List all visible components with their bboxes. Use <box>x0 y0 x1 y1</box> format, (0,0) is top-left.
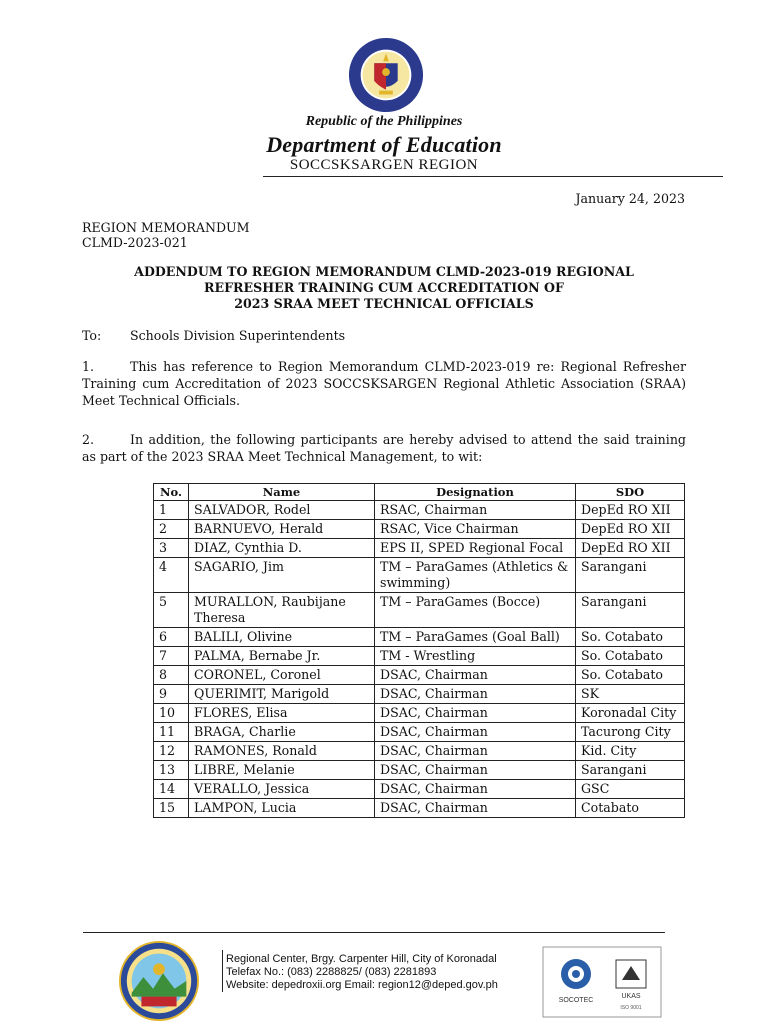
name-cell: FLORES, Elisa <box>189 704 375 723</box>
col-header-name: Name <box>189 484 375 501</box>
row-number-cell: 4 <box>154 558 189 593</box>
paragraph-2 <box>82 431 686 465</box>
row-number-cell: 12 <box>154 742 189 761</box>
table-row <box>154 647 685 666</box>
footer-website-email: Website: depedroxii.org Email: region12@deped.gov.ph <box>226 979 498 991</box>
table-row <box>154 539 685 558</box>
cert-right-label: UKAS <box>621 993 641 1000</box>
memo-title <box>82 264 686 312</box>
designation-cell: DSAC, Chairman <box>375 704 576 723</box>
region-name: SOCCSKSARGEN REGION <box>289 157 479 173</box>
row-number-cell: 8 <box>154 666 189 685</box>
memo-date: January 24, 2023 <box>575 191 685 206</box>
table-row <box>154 780 685 799</box>
designation-cell: TM – ParaGames (Athletics & swimming) <box>375 558 576 593</box>
row-number-cell: 1 <box>154 501 189 520</box>
designation-cell: TM – ParaGames (Goal Ball) <box>375 628 576 647</box>
name-cell: RAMONES, Ronald <box>189 742 375 761</box>
footer-divider <box>83 932 665 933</box>
sdo-cell: So. Cotabato <box>576 666 685 685</box>
row-number-cell: 2 <box>154 520 189 539</box>
row-number-cell: 15 <box>154 799 189 818</box>
designation-cell: DSAC, Chairman <box>375 780 576 799</box>
table-header-row <box>154 484 685 501</box>
sdo-cell: DepEd RO XII <box>576 520 685 539</box>
row-number-cell: 11 <box>154 723 189 742</box>
row-number-cell: 5 <box>154 593 189 628</box>
table-row <box>154 723 685 742</box>
table-body <box>154 501 685 818</box>
row-number-cell: 6 <box>154 628 189 647</box>
sdo-cell: Sarangani <box>576 761 685 780</box>
table-row <box>154 685 685 704</box>
col-header-sdo: SDO <box>576 484 685 501</box>
sdo-cell: Sarangani <box>576 593 685 628</box>
row-number-cell: 14 <box>154 780 189 799</box>
to-value: Schools Division Superintendents <box>130 328 346 343</box>
iso-certification-logo <box>542 946 662 1018</box>
designation-cell: DSAC, Chairman <box>375 742 576 761</box>
paragraph-number: 1. <box>82 359 95 374</box>
cert-left-label: SOCOTEC <box>558 997 594 1004</box>
designation-cell: DSAC, Chairman <box>375 799 576 818</box>
sdo-cell: Kid. City <box>576 742 685 761</box>
header-divider <box>263 176 723 177</box>
designation-cell: DSAC, Chairman <box>375 685 576 704</box>
name-cell: LIBRE, Melanie <box>189 761 375 780</box>
name-cell: PALMA, Bernabe Jr. <box>189 647 375 666</box>
to-label: To: <box>82 328 102 343</box>
name-cell: SAGARIO, Jim <box>189 558 375 593</box>
name-cell: QUERIMIT, Marigold <box>189 685 375 704</box>
memo-title-line: 2023 SRAA MEET TECHNICAL OFFICIALS <box>234 296 534 311</box>
table-row <box>154 704 685 723</box>
row-number-cell: 10 <box>154 704 189 723</box>
table-row <box>154 558 685 593</box>
table-row <box>154 799 685 818</box>
row-number-cell: 3 <box>154 539 189 558</box>
col-header-no: No. <box>154 484 189 501</box>
department-name: Department of Education <box>266 132 502 157</box>
name-cell: BARNUEVO, Herald <box>189 520 375 539</box>
designation-cell: EPS II, SPED Regional Focal <box>375 539 576 558</box>
sdo-cell: Cotabato <box>576 799 685 818</box>
name-cell: CORONEL, Coronel <box>189 666 375 685</box>
memo-id <box>82 220 250 250</box>
name-cell: DIAZ, Cynthia D. <box>189 539 375 558</box>
name-cell: LAMPON, Lucia <box>189 799 375 818</box>
footer-separator <box>222 950 223 992</box>
sdo-cell: GSC <box>576 780 685 799</box>
name-cell: VERALLO, Jessica <box>189 780 375 799</box>
recipient-line <box>82 327 345 344</box>
name-cell: BALILI, Olivine <box>189 628 375 647</box>
paragraph-text: In addition, the following participants are hereby advised to attend the said training as part of the 2023 SRAA Meet Technical Management, to wit: <box>82 432 686 464</box>
paragraph-text: This has reference to Region Memorandum CLMD-2023-019 re: Regional Refresher Training cum Accreditation of 2023 SOCCSKSARGEN Regional Athletic Association (SRAA) Meet Technical Officials. <box>82 359 686 408</box>
memo-title-line: ADDENDUM TO REGION MEMORANDUM CLMD-2023-019 REGIONAL <box>134 264 634 279</box>
col-header-designation: Designation <box>375 484 576 501</box>
table-row <box>154 520 685 539</box>
designation-cell: TM – ParaGames (Bocce) <box>375 593 576 628</box>
deped-seal-logo <box>347 36 425 114</box>
memo-title-line: REFRESHER TRAINING CUM ACCREDITATION OF <box>204 280 564 295</box>
sdo-cell: So. Cotabato <box>576 647 685 666</box>
table-row <box>154 593 685 628</box>
row-number-cell: 13 <box>154 761 189 780</box>
row-number-cell: 7 <box>154 647 189 666</box>
name-cell: BRAGA, Charlie <box>189 723 375 742</box>
republic-label: Republic of the Philippines <box>305 114 463 129</box>
cert-iso-label: ISO 9001 <box>620 1005 642 1011</box>
footer-telefax: Telefax No.: (083) 2288825/ (083) 2281893 <box>226 966 437 978</box>
sdo-cell: DepEd RO XII <box>576 539 685 558</box>
memo-number: CLMD-2023-021 <box>82 235 188 250</box>
sdo-cell: Koronadal City <box>576 704 685 723</box>
sdo-cell: Tacurong City <box>576 723 685 742</box>
table-row <box>154 628 685 647</box>
memo-type: REGION MEMORANDUM <box>82 220 250 235</box>
footer-address-block <box>226 953 498 992</box>
designation-cell: RSAC, Chairman <box>375 501 576 520</box>
footer-address: Regional Center, Brgy. Carpenter Hill, City of Koronadal <box>226 953 497 965</box>
designation-cell: RSAC, Vice Chairman <box>375 520 576 539</box>
designation-cell: DSAC, Chairman <box>375 666 576 685</box>
participants-table <box>153 483 685 818</box>
designation-cell: TM - Wrestling <box>375 647 576 666</box>
sdo-cell: Sarangani <box>576 558 685 593</box>
paragraph-number: 2. <box>82 432 95 447</box>
table-row <box>154 742 685 761</box>
deped-region-logo <box>118 940 200 1022</box>
sdo-cell: So. Cotabato <box>576 628 685 647</box>
table-row <box>154 666 685 685</box>
row-number-cell: 9 <box>154 685 189 704</box>
sdo-cell: SK <box>576 685 685 704</box>
table-row <box>154 761 685 780</box>
sdo-cell: DepEd RO XII <box>576 501 685 520</box>
table-row <box>154 501 685 520</box>
designation-cell: DSAC, Chairman <box>375 761 576 780</box>
designation-cell: DSAC, Chairman <box>375 723 576 742</box>
name-cell: SALVADOR, Rodel <box>189 501 375 520</box>
name-cell: MURALLON, Raubijane Theresa <box>189 593 375 628</box>
paragraph-1 <box>82 358 686 409</box>
